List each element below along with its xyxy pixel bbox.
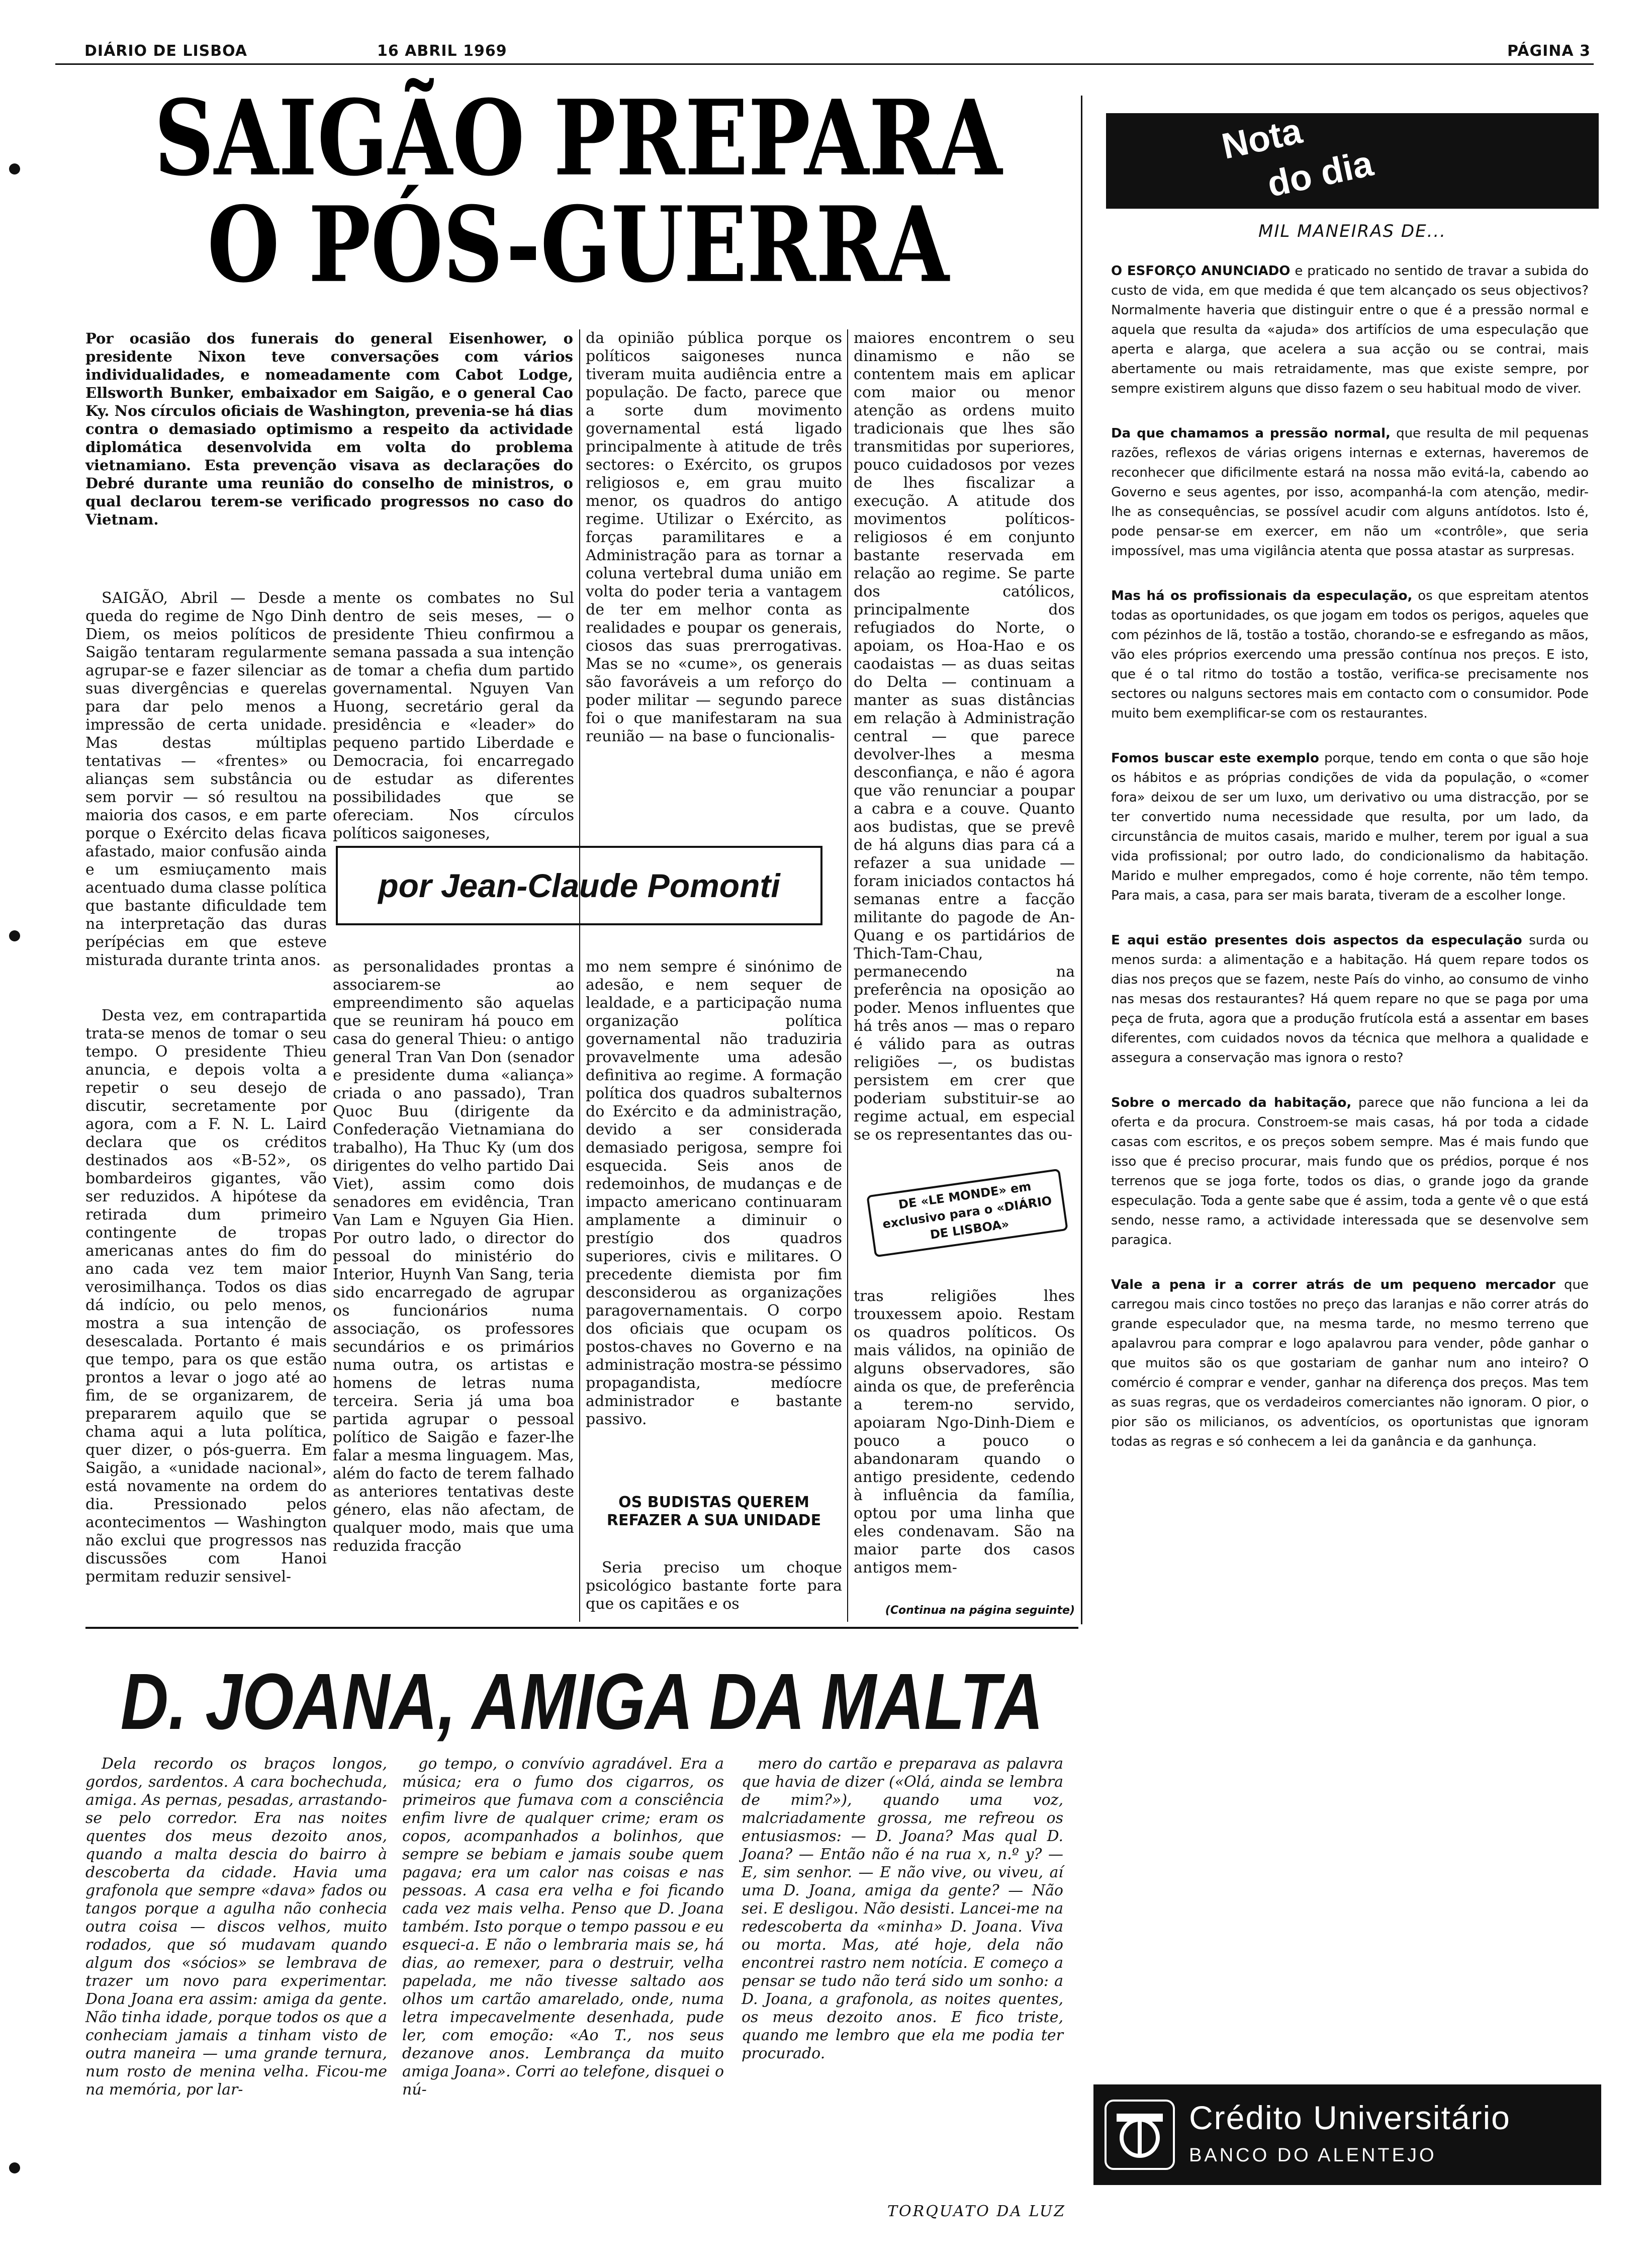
second-story-column-2 <box>402 1755 724 2223</box>
article-column-a-lower <box>85 1007 327 1618</box>
second-story-column-3 <box>742 1755 1063 2198</box>
advert-line-1: Crédito Universitário <box>1189 2099 1511 2136</box>
margin-mark <box>9 930 20 941</box>
article-column-a-upper <box>85 589 327 1007</box>
le-monde-stamp: DE «LE MONDE» em exclusivo para o «DIÁRIO DE LISBOA» <box>866 1169 1068 1258</box>
main-headline-line-2: O PÓS-GUERRA <box>207 184 949 306</box>
nota-banner-title: Nota <box>1218 111 1306 167</box>
article-column-c-lower <box>586 958 842 1489</box>
margin-mark <box>9 2162 20 2173</box>
nota-paragraph: Vale a pena ir a correr atrás de um pequeno mercador que carregou mais cinco tostões no preço das laranjas e não correr atrás do grande especulador que, na mesma tarde, no mesmo terreno que apalavrou para comprar e logo apalavrou para vender, pôde ganhar o que muitos são os que gostariam de ganhar num ano inteiro? O comércio é comprar e vender, ganhar na diferença dos preços. Mas tem as suas regras, que os verdadeiros comerciantes não ignoram. O pior, o pior são os milicianos, os adventícios, os oportunistas que ignoram todas as regras e só conhecem a lei da ganância e da ganhunça. <box>1111 1277 1589 1449</box>
nota-banner <box>1106 113 1599 209</box>
nota-paragraph: Da que chamamos a pressão normal, que resulta de mil pequenas razões, reflexos de várias origens internas e externas, haveremos de reconhecer que dificilmente estará na nossa mão evitá-la, cabendo ao Governo e seus agentes, por isso, acompanhá-la com atenção, medir-lhe as consequências, se possível acudir com alguns antídotos. Isto é, pode pensar-se em exercer, em não um «contrôle», que seria impossível, mas uma vigilância atenta que possa atastar as surpresas. <box>1111 426 1589 559</box>
running-head-newspaper: DIÁRIO DE LISBOA <box>84 42 247 60</box>
byline: por Jean-Claude Pomonti <box>336 846 822 925</box>
article-column-c-upper <box>586 329 842 832</box>
nota-title: MIL MANEIRAS DE... <box>1258 221 1446 241</box>
article-paragraph: go tempo, o convívio agradável. Era a música; era o fumo dos cigarros, os primeiros que fumava com a consciência enfim livre de qualquer crime; eram os copos, acompanhados a bolinhos, que sempre se bebiam e jamais soube quem pagava; era um calor nas coisas e nas pessoas. A casa era velha e foi ficando cada vez mais velha. Penso que D. Joana também. Isto porque o tempo passou e eu esqueci-a. E não o lembraria mais se, há dias, ao remexer, para o destruir, velha papelada, me não tivesse saltado aos olhos um cartão amarelado, onde, numa letra impecavelmente desenhada, pude ler, com emoção: «Ao T., nos seus dezanove anos. Lembrança da muito amiga Joana». Corri ao telefone, disquei o nú- <box>402 1755 724 2099</box>
article-column-d-lower <box>854 1287 1075 1604</box>
nota-paragraph: Mas há os profissionais da especulação, os que espreitam atentos todas as oportunidades, os que jogam em todos os perigos, aqueles que com pézinhos de lã, tostão a tostão, chorando-se e esfregando as mãos, vão eles próprios exercendo uma pressão contínua nos preços. E isto, que é o tal ritmo do tostão a tostão, verifica-se precisamente nos sectores ou nalguns sectores mais em contacto com o consumidor. Pode muito bem exemplificar-se com os restaurantes. <box>1111 588 1589 721</box>
running-head-date: 16 ABRIL 1969 <box>377 42 507 60</box>
margin-mark <box>9 163 20 175</box>
article-column-c-after <box>586 1559 842 1618</box>
article-paragraph: mente os combates no Sul dentro de seis meses, — o presidente Thieu confirmou a semana passada a sua intenção de tomar a chefia dum partido governamental. Nguyen Van Huong, secretário geral da presidência e «leader» do pequeno partido Liberdade e Democracia, foi encarregado de estudar as diferentes possibilidades que se ofereciam. Nos círculos políticos saigoneses, <box>333 589 574 842</box>
nota-paragraph: O ESFORÇO ANUNCIADO e praticado no sentido de travar a subida do custo de vida, em que medida é que tem alcançado os seus objectivos? Normalmente haveria que distinguir entre o que é a pressão normal e aquela que resulta da «ajuda» dos artifícios de uma especulação que aperta e alarga, que acelera a sua acção ou se contrai, mais abertamente ou mais retraidamente, mas que existe sempre, por sempre existirem alguns que disso fazem o seu habitual modo de viver. <box>1111 264 1589 396</box>
column-rule <box>1081 96 1082 1624</box>
continued-note: (Continua na página seguinte) <box>885 1604 1075 1617</box>
second-story-column-1 <box>85 1755 387 2223</box>
section-rule <box>85 1627 1078 1629</box>
article-paragraph: as personalidades prontas a associarem-se ao empreendimento são aquelas que se reuniram há pouco em casa do general Thieu: o antigo general Tran Van Don (senador e presidente duma «aliança» criada o ano passado), Tran Quoc Buu (dirigente da Confederação Vietnamiana do trabalho), Ha Thuc Ky (um dos dirigentes do velho partido Dai Viet), assim como dois senadores em evidência, Tran Van Lam e Nguyen Gia Hien. Por outro lado, o director do pessoal do ministério do Interior, Huynh Van Sang, teria sido encarregado de agrupar os funcionários numa associação, os professores secundários e os primários numa outra, os artistas e homens de letras numa terceira. Seria já uma boa partida agrupar o pessoal político de Saigão e fazer-lhe falar a mesma linguagem. Mas, além do facto de terem falhado as anteriores tentativas deste género, elas não afectam, de qualquer modo, mais que uma reduzida fracção <box>333 958 574 1555</box>
article-paragraph: Dela recordo os braços longos, gordos, sardentos. A cara bochechuda, amiga. As pernas, pesadas, arrastando-se pelo corredor. Era nas noites quentes dos meus dezoito anos, quando a malta descia do bairro à descoberta da cidade. Havia uma grafonola que sempre «dava» fados ou tangos porque a agulha não conhecia outra coisa — discos velhos, muito rodados, que só mudavam quando algum dos «sócios» se lembrava de trazer um novo para experimentar. Dona Joana era assim: amiga da gente. Não tinha idade, porque todos os que a conheciam jamais a tinham visto de outra maneira — uma grande ternura, num rosto de menina velha. Ficou-me na memória, por lar- <box>85 1755 387 2099</box>
nota-paragraph: Sobre o mercado da habitação, parece que não funciona a lei da oferta e da procura. Constroem-se mais casas, há por toda a cidade casas com escritos, e os preços sobem sempre. Mas é mais fundo que isso que é preciso procurar, mais fundo que os prédios, porque é nos terrenos que se joga forte, todos os dias, o grande jogo da grande especulação. Toda a gente sabe que é assim, toda a gente vê o que está sendo, nesse ramo, a actividade interessada que se desenvolve sem paragica. <box>1111 1095 1589 1248</box>
article-column-b-upper <box>333 589 574 842</box>
article-paragraph: Desta vez, em contrapartida trata-se menos de tomar o seu tempo. O presidente Thieu anuncia, e depois volta a repetir o seu desejo de discutir, secretamente por agora, com a F. N. L. Laird declara que os créditos destinados aos «B-52», os bombardeiros gigantes, vão ser reduzidos. A hipótese da retirada dum primeiro contingente de tropas americanas antes do fim do ano cada vez tem maior verosimilhança. Todos os dias dá indício, ou pelo menos, mostra a sua intenção de desescalada. Portanto é mais que tempo, para os que estão prontos a levar o jogo até ao fim, de se organizarem, de prepararem aquilo que se chama aqui a luta política, quer dizer, o pós-guerra. Em Saigão, a «unidade nacional», está novamente na ordem do dia. Pressionado pelos acontecimentos — Washington não exclui que progressos nas discussões com Hanoi permitam reduzir sensivel- <box>85 1007 327 1586</box>
nota-body <box>1111 261 1589 2087</box>
advert-line-2: BANCO DO ALENTEJO <box>1189 2145 1437 2166</box>
second-headline: D. JOANA, AMIGA DA MALTA <box>120 1657 1044 1746</box>
article-column-b-lower <box>333 958 574 1618</box>
article-paragraph: maiores encontrem o seu dinamismo e não se contentem mais em aplicar com maior ou menor atenção as ordens muito tradicionais que lhes são transmitidas por superiores, pouco cuidadosos por vezes de lhes fiscalizar a execução. A atitude dos movimentos políticos-religiosos é em conjunto bastante reservada em relação ao regime. Se parte dos católicos, principalmente dos refugiados do Norte, o apoiam, os Hoa-Hao e os caodaistas — as duas seitas do Delta — continuam a manter as suas distâncias em relação à Administração central — que parece devolver-lhes a mesma desconfiança, e não é agora que vão renunciar a poupar a cabra e a couve. Quanto aos budistas, que se prevê de há alguns dias para cá a refazer a sua unidade — foram iniciados contactos há semanas entre a facção militante do pagode de An-Quang e os partidários de Thich-Tam-Chau, permanecendo na preferência na oposição ao poder. Menos influentes que há três anos — mas o reparo é válido para as outras religiões —, os budistas persistem em crer que poderiam substituir-se ao regime actual, em especial se os representantes das ou- <box>854 329 1075 1144</box>
subheadline: OS BUDISTAS QUEREM REFAZER A SUA UNIDADE <box>606 1494 821 1529</box>
article-paragraph: mo nem sempre é sinónimo de adesão, e nem sequer de lealdade, e a participação numa organização política governamental não traduziria provavelmente uma adesão definitiva ao regime. A formação política dos quadros subalternos do Exército e da administração, devido a ser considerada demasiado perigosa, sempre foi esquecida. Seis anos de redemoinhos, de mudanças e de impacto americano continuaram amplamente a diminuir o prestígio dos quadros superiores, civis e militares. O precedente diemista por fim desconsiderou as organizações paragovernamentais. O corpo dos oficiais que ocupam os postos-chaves no Governo e na administração mostra-se péssimo propagandista, medíocre administrador e bastante passivo. <box>586 958 842 1428</box>
main-headline-line-1: SAIGÃO PREPARA <box>154 77 1002 199</box>
second-story-signature: TORQUATO DA LUZ <box>887 2203 1066 2220</box>
nota-paragraph: Fomos buscar este exemplo porque, tendo em conta o que são hoje os hábitos e as próprias condições de vida da população, o «comer fora» deixou de ser um luxo, um derivativo ou uma distracção, por se ter convertido numa necessidade que resulta, por um lado, da circunstância de muitos casais, marido e mulher, terem por igual a sua vida profissional; por outro lado, do condicionalismo da habitação. Marido e mulher empregados, como é hoje corrente, não têm tempo. Para mais, a casa, para ser mais barata, tiveram de a escolher longe. <box>1111 751 1589 903</box>
bank-advert <box>1093 2084 1601 2185</box>
article-column-d-upper <box>854 329 1075 1295</box>
article-paragraph: mero do cartão e preparava as palavra que havia de dizer («Olá, ainda se lembra de mim?»), quando uma voz, malcriadamente grossa, me refreou os entusiasmos: — D. Joana? Mas qual D. Joana? — Então não é na rua x, n.º y? — E, sim senhor. — E não vive, ou viveu, aí uma D. Joana, amiga da gente? — Não sei. E desligou. Não desisti. Lancei-me na redescoberta da «minha» D. Joana. Viva ou morta. Mas, até hoje, dela não encontrei rastro nem notícia. E começo a pensar se tudo não terá sido um sonho: a D. Joana, a grafonola, as noites quentes, os meus dezoito anos. E fico triste, quando me lembro que ela me podia ter procurado. <box>742 1755 1063 2062</box>
article-paragraph: Seria preciso um choque psicológico bastante forte para que os capitães e os <box>586 1559 842 1613</box>
running-head-rule <box>55 63 1594 65</box>
nota-paragraph: E aqui estão presentes dois aspectos da especulação surda ou menos surda: a alimentação e a habitação. Há quem repare todos os dias nos preços que se fazem, neste País do vinho, ao consumo de vinho nas mesas dos restaurantes? Há quem repare no que se paga por uma peça de fruta, agora que a produção frutícola está a assentar em bases diferentes, com cuidados novos da técnica que melhora a qualidade e assegura a conservação mas ignora o resto? <box>1111 933 1589 1066</box>
story-intro: Por ocasião dos funerais do general Eisenhower, o presidente Nixon teve conversações com vários individualidades, e nomeadamente com Cabot Lodge, Ellsworth Bunker, embaixador em Saigão, e o general Cao Ky. Nos círculos oficiais de Washington, prevenia-se há dias contra o demasiado optimismo a respeito da actividade diplomática desenvolvida em volta do problema vietnamiano. Esta prevenção visava as declarações do Debré durante uma reunião do conselho de ministros, o qual declarou terem-se verificado progressos no caso do Vietnam. <box>85 330 573 528</box>
article-paragraph: tras religiões lhes trouxessem apoio. Restam os quadros políticos. Os mais válidos, na opinião de alguns observadores, são ainda os que, de preferência a terem-no servido, apoiaram Ngo-Dinh-Diem e pouco a pouco o abandonaram quando o antigo presidente, cedendo à influência da família, optou por uma linha que eles condenavam. São na maior parte dos casos antigos mem- <box>854 1287 1075 1577</box>
article-paragraph: SAIGÃO, Abril — Desde a queda do regime de Ngo Dinh Diem, os meios políticos de Saigão tentaram regularmente agrupar-se e fazer silenciar as suas divergências e querelas para dar pelo menos a impressão de certa unidade. Mas destas múltiplas tentativas — «frentes» ou alianças sem substância ou sem porvir — só resultou na maioria dos casos, e em parte porque o Exército delas ficava afastado, maior confusão ainda e um esmiuçamento mais acentuado duma classe política que bastante dificuldade tem na interpretação das duras perípécias em que esteve misturada durante trinta anos. <box>85 589 327 969</box>
bank-logo-icon <box>1105 2100 1175 2170</box>
column-rule <box>847 329 848 1622</box>
nota-banner-subtitle: do dia <box>1264 143 1376 205</box>
article-paragraph: da opinião pública porque os políticos saigoneses nunca tiveram muita audiência entre a população. De facto, parece que a sorte dum movimento governamental está ligado principalmente à atitude de três sectores: o Exército, os grupos religiosos e, em grau muito menor, os quadros do antigo regime. Utilizar o Exército, as forças paramilitares e a Administração para as tornar a coluna vertebral duma união em volta do poder teria a vantagem de ter em melhor conta as realidades e poupar os generais, ciosos das suas prerrogativas. Mas se no «cume», os generais são favoráveis a um reforço do poder militar — segundo parece foi o que manifestaram na sua reunião — na base o funcionalis- <box>586 329 842 745</box>
running-head-page: PÁGINA 3 <box>1507 42 1591 60</box>
column-rule <box>579 329 580 1622</box>
